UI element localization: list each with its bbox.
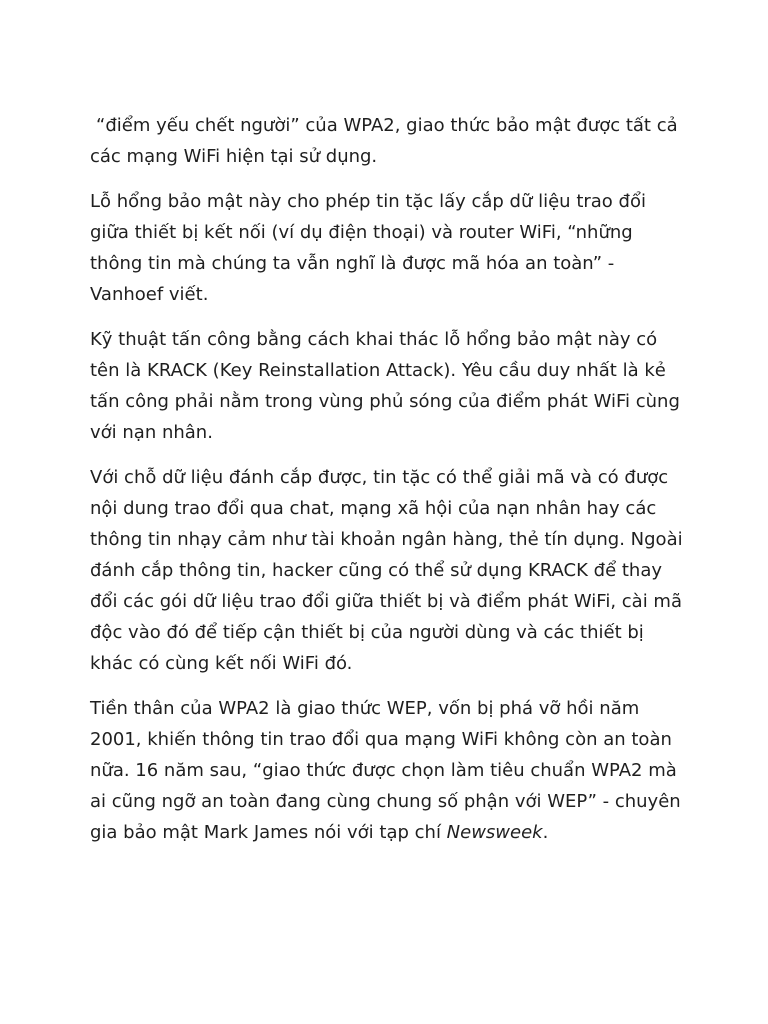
publication-name: Newsweek bbox=[446, 822, 543, 843]
paragraph-2: Lỗ hổng bảo mật này cho phép tin tặc lấy cắp dữ liệu trao đổi giữa thiết bị kết nối (ví dụ điện thoại) và router WiFi, “những thông tin mà chúng ta vẫn nghĩ là được mã hóa an toàn” - Vanhoef viết. bbox=[90, 191, 646, 305]
paragraph-3: Kỹ thuật tấn công bằng cách khai thác lỗ hổng bảo mật này có tên là KRACK (Key Reinstallation Attack). Yêu cầu duy nhất là kẻ tấn công phải nằm trong vùng phủ sóng của điểm phát WiFi cùng với nạn nhân. bbox=[90, 329, 680, 443]
paragraph-1-text: “điểm yếu chết người” của WPA2, giao thức bảo mật được tất cả các mạng WiFi hiện tại sử dụng. bbox=[90, 115, 678, 167]
paragraph-5-end: . bbox=[542, 822, 549, 843]
paragraph-4: Với chỗ dữ liệu đánh cắp được, tin tặc có thể giải mã và có được nội dung trao đổi qua chat, mạng xã hội của nạn nhân hay các thông tin nhạy cảm như tài khoản ngân hàng, thẻ tín dụng. Ngoài đánh cắp thông tin, hacker cũng có thể sử dụng KRACK để thay đổi các gói dữ liệu trao đổi giữa thiết bị và điểm phát WiFi, cài mã độc vào đó để tiếp cận thiết bị của người dùng và các thiết bị khác có cùng kết nối WiFi đó. bbox=[90, 467, 683, 674]
paragraph-1 bbox=[90, 110, 690, 172]
paragraph-5 bbox=[90, 693, 690, 848]
article-body bbox=[90, 110, 690, 862]
paragraph-5-text: Tiền thân của WPA2 là giao thức WEP, vốn bị phá vỡ hồi năm 2001, khiến thông tin trao đổi qua mạng WiFi không còn an toàn nữa. 16 năm sau, “giao thức được chọn làm tiêu chuẩn WPA2 mà ai cũng ngỡ an toàn đang cùng chung số phận với WEP” - chuyên gia bảo mật Mark James nói với tạp chí bbox=[90, 698, 681, 843]
